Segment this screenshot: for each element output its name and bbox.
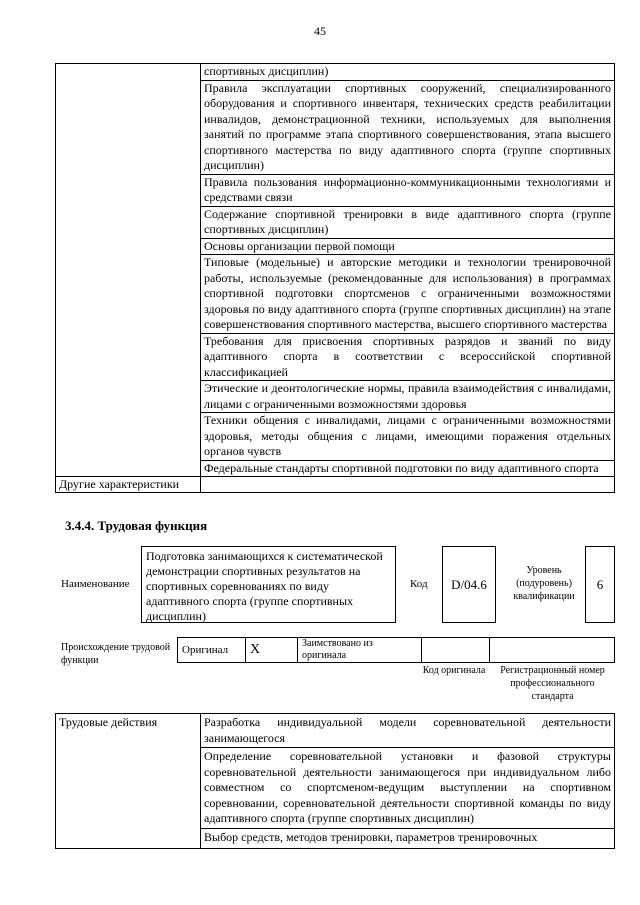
knowledge-row: спортивных дисциплин) [201, 64, 615, 81]
other-characteristics-value [201, 477, 615, 493]
code-label: Код [410, 578, 428, 590]
knowledge-row: Основы организации первой помощи [201, 238, 615, 255]
level-box [585, 546, 615, 623]
code-original-label: Код оригинала [422, 665, 486, 676]
actions-label: Трудовые действия [56, 714, 201, 849]
function-name-value: Подготовка занимающихся к систематической демонстрации спортивных результатов на спортивных соревнованиях по виду адаптивного спорта (группе спортивных дисциплин) [146, 549, 383, 623]
knowledge-table [55, 63, 615, 493]
knowledge-row: Типовые (модельные) и авторские методики и технологии тренировочной работы, используемые (рекомендованные для использования) в программах спортивной подготовки спортсменов с ограниченными возможностями здоровья по виду адаптивного спорта (группе спортивных дисциплин) на этапе совершенствования спортивного мастерства, высшего спортивного мастерства [201, 255, 615, 334]
origin-label: Происхождение трудовой функции [61, 642, 171, 666]
original-mark: X [246, 638, 298, 663]
actions-table [55, 713, 615, 849]
page-number: 45 [314, 24, 326, 38]
code-box [442, 546, 496, 623]
knowledge-row: Федеральные стандарты спортивной подготовки по виду адаптивного спорта [201, 460, 615, 477]
reg-number-cell [490, 638, 615, 663]
reg-number-label: Регистрационный номер профессионального стандарта [500, 665, 605, 702]
section-title: 3.4.4. Трудовая функция [65, 518, 208, 533]
code-original-cell [422, 638, 490, 663]
function-name-box [141, 546, 396, 623]
action-row: Выбор средств, методов тренировки, параметров тренировочных [201, 828, 615, 848]
other-characteristics-label: Другие характеристики [56, 477, 201, 493]
code-value: D/04.6 [451, 576, 487, 592]
knowledge-row: Этические и деонтологические нормы, правила взаимодействия с инвалидами, лицами с ограниченными возможностями здоровья [201, 381, 615, 413]
knowledge-row: Требования для присвоения спортивных разрядов и званий по виду адаптивного спорта в соответствии с всероссийской спортивной классификацией [201, 333, 615, 381]
action-row: Определение соревновательной установки и фазовой структуры соревновательной деятельности занимающегося при индивидуальном либо совместном со спортсменом-ведущим выступлении на спортивном соревновании, соревновательной деятельности спортивной команды по виду адаптивного спорта (группе спортивных дисциплин) [201, 748, 615, 829]
original-label: Оригинал [178, 638, 246, 663]
knowledge-row: Правила эксплуатации спортивных сооружений, специализированного оборудования и спортивного инвентаря, технических средств реабилитации инвалидов, демонстрационной техники, используемых для выполнения занятий по программе этапа спортивного совершенствования, этапа высшего спортивного мастерства по виду адаптивного спорта (группе спортивных дисциплин) [201, 80, 615, 174]
knowledge-row: Содержание спортивной тренировки в виде адаптивного спорта (группе спортивных дисциплин) [201, 206, 615, 238]
origin-table [177, 637, 615, 663]
knowledge-label-cell [56, 64, 201, 477]
level-value: 6 [596, 576, 604, 592]
borrowed-label: Заимствовано из оригинала [298, 638, 422, 663]
name-label: Наименование [61, 578, 130, 590]
knowledge-row: Правила пользования информационно-коммуникационными технологиями и средствами связи [201, 174, 615, 206]
knowledge-row: Техники общения с инвалидами, лицами с ограниченными возможностями здоровья, методы общения с лицами, имеющими поражения отдельных органов чувств [201, 413, 615, 461]
level-label: Уровень (подуровень) квалификации [513, 565, 575, 602]
action-row: Разработка индивидуальной модели соревновательной деятельности занимающегося [201, 714, 615, 748]
